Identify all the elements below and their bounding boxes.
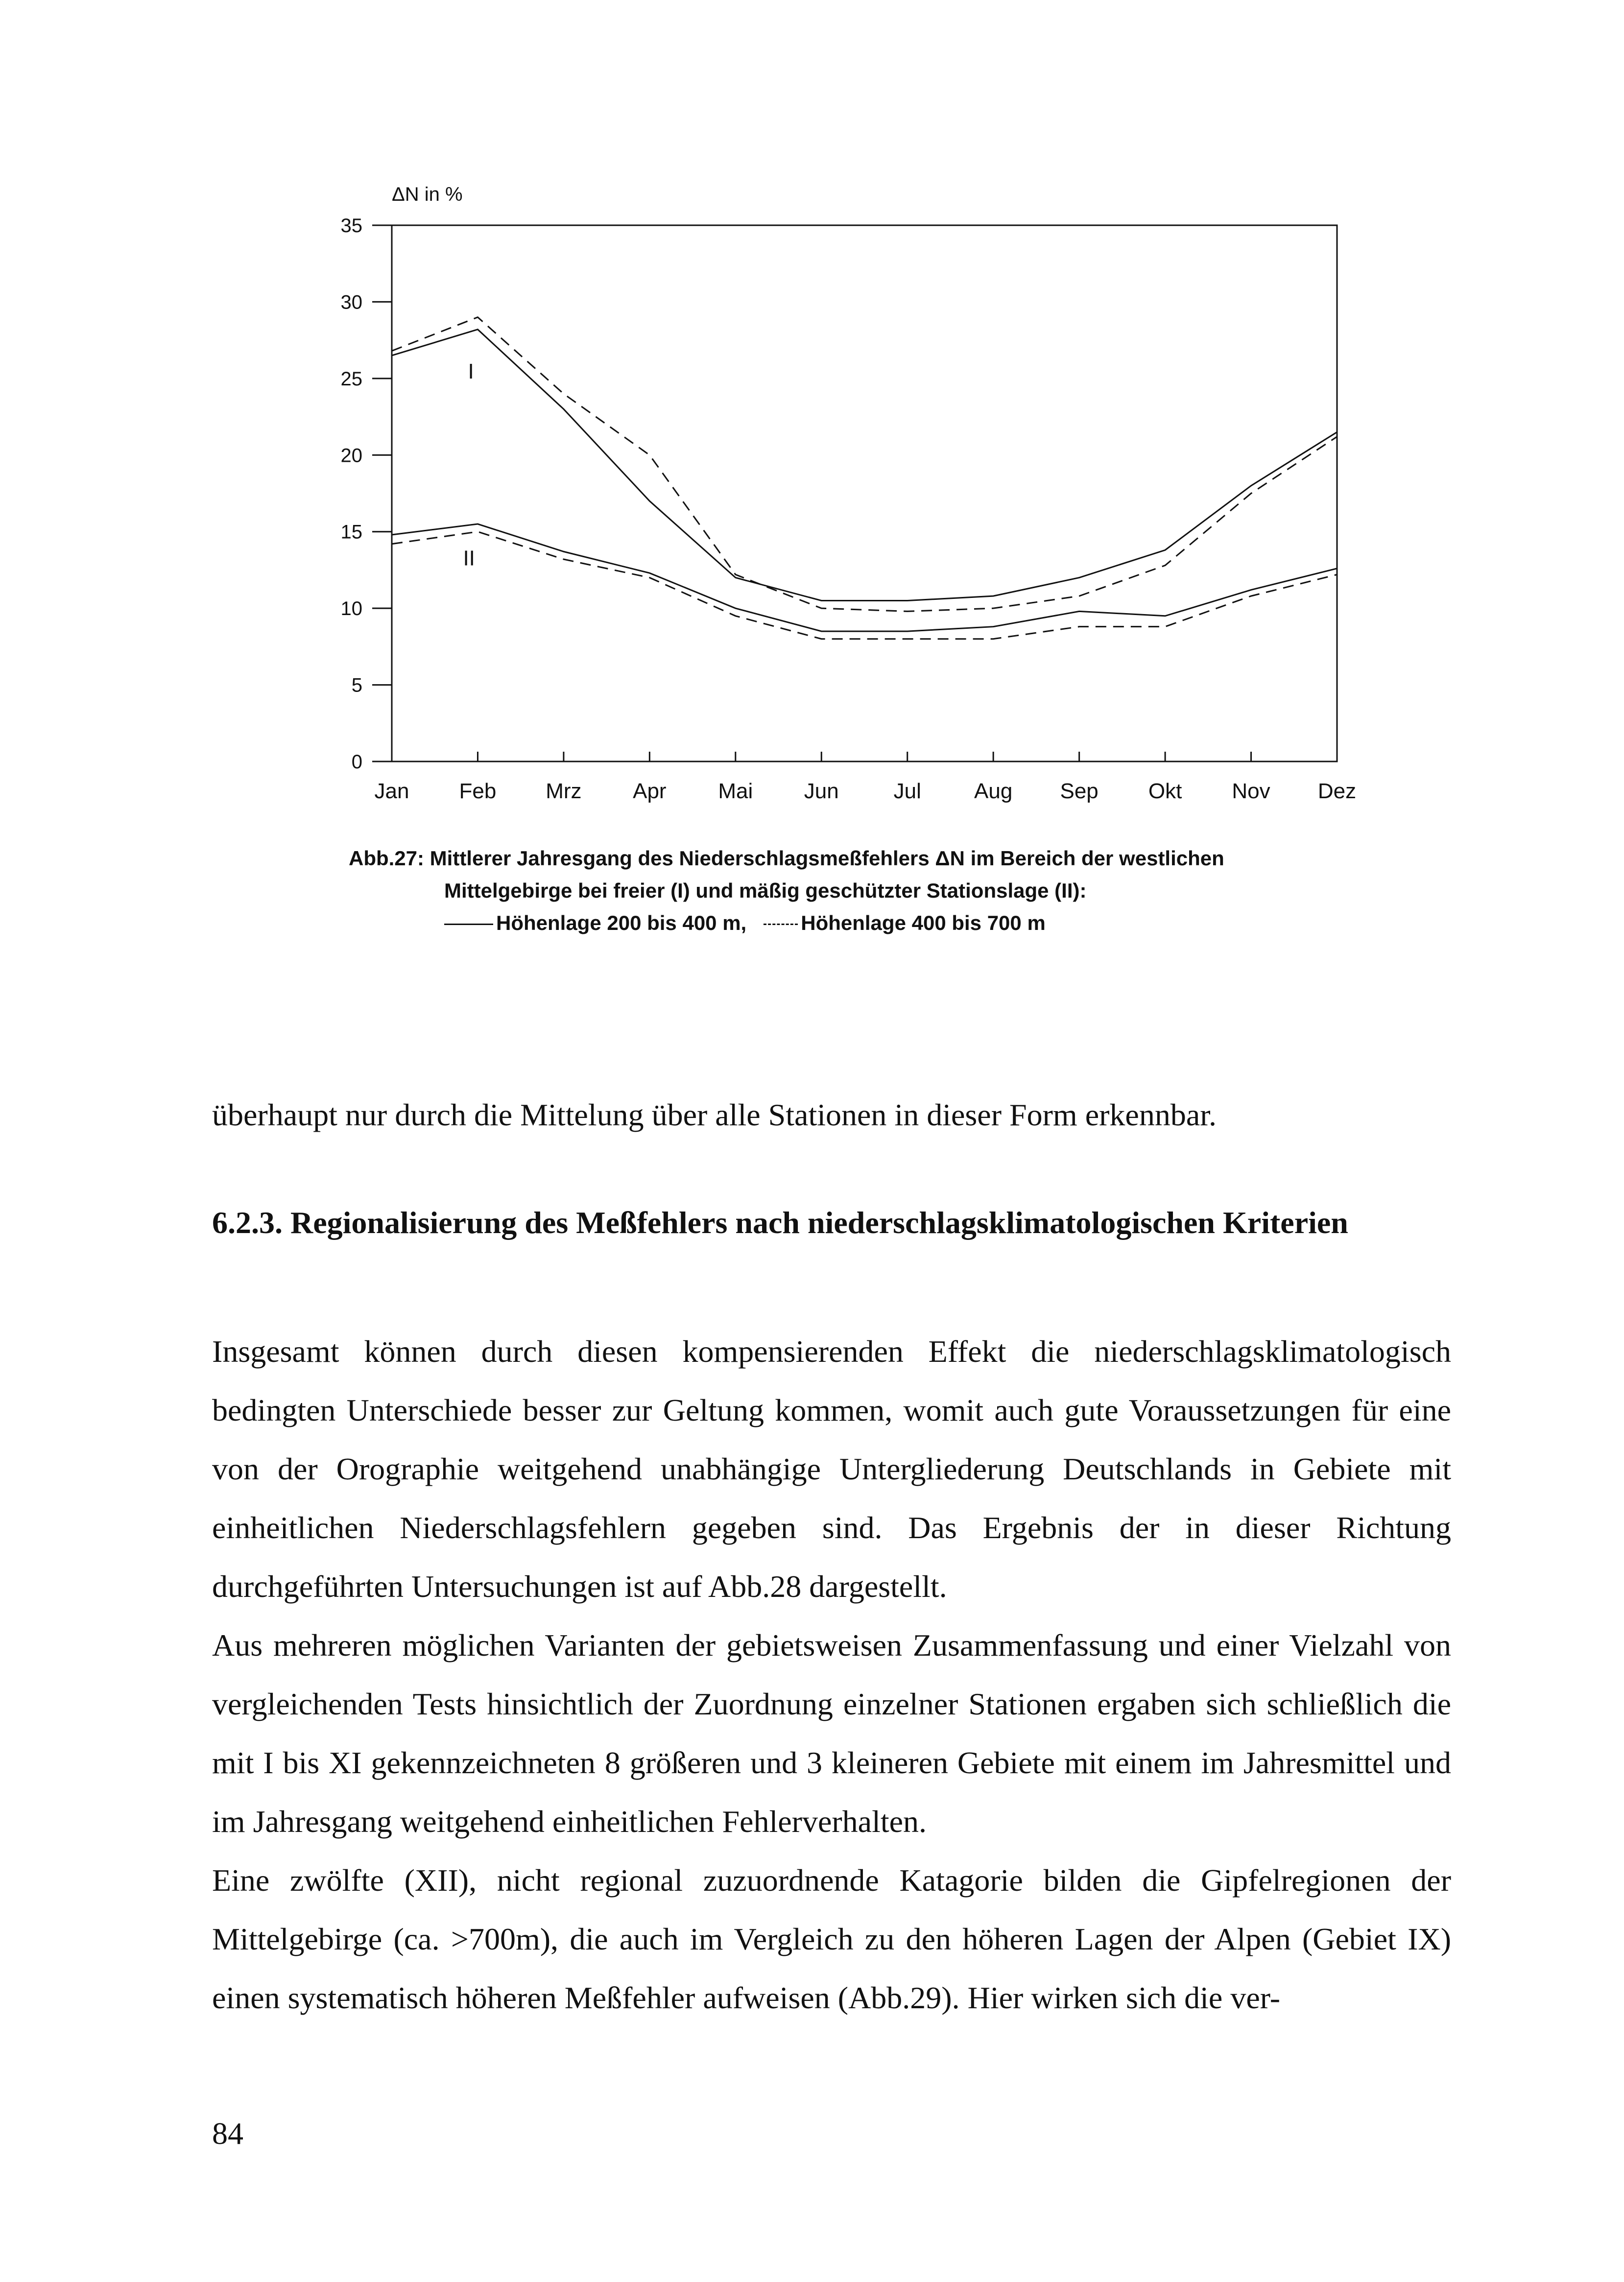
legend-dashed-line <box>764 924 798 925</box>
legend-solid-line <box>444 924 493 925</box>
body-paragraph-1: Insgesamt können durch diesen kompensierenden Effekt die niederschlagsklimatologisch bedingten Unterschiede besser zur Geltung kommen, womit auch gute Voraussetzungen für eine von der Orographie weitgehend unabhängige Untergliederung Deutschlands in Gebiete mit einheitlichen Niederschlagsfehlern gegeben sind. Das Ergebnis der in dieser Richtung durchgeführten Untersuchungen ist auf Abb.28 dargestellt. <box>212 1334 1451 1604</box>
x-tick-label: Jun <box>804 779 839 803</box>
x-tick-label: Apr <box>633 779 667 803</box>
x-tick-label: Okt <box>1148 779 1182 803</box>
curve-label-I: I <box>468 359 474 383</box>
page-number: 84 <box>212 2116 243 2151</box>
x-tick-label: Mai <box>718 779 753 803</box>
y-tick-label: 30 <box>340 291 362 313</box>
curve-label-II: II <box>463 546 475 570</box>
x-tick-label: Feb <box>459 779 497 803</box>
y-tick-label: 25 <box>340 368 362 390</box>
x-tick-label: Mrz <box>546 779 582 803</box>
precipitation-error-chart <box>294 162 1401 820</box>
body-text <box>212 1322 1451 2027</box>
paragraph-continuation: überhaupt nur durch die Mittelung über alle Stationen in dieser Form erkennbar. <box>212 1097 1217 1132</box>
plot-frame <box>392 225 1337 761</box>
x-tick-label: Aug <box>974 779 1013 803</box>
x-tick-label: Sep <box>1060 779 1099 803</box>
series-line-I-dashed <box>392 317 1337 612</box>
y-tick-label: 5 <box>351 674 362 696</box>
y-axis-label: ΔN in % <box>392 184 463 205</box>
y-tick-label: 10 <box>340 598 362 620</box>
legend-solid-label: Höhenlage 200 bis 400 m, <box>496 911 747 934</box>
y-tick-label: 35 <box>340 215 362 237</box>
chart-svg <box>294 162 1401 818</box>
series-line-II-dashed <box>392 532 1337 639</box>
x-tick-label: Nov <box>1232 779 1270 803</box>
body-paragraph-2: Aus mehreren möglichen Varianten der gebietsweisen Zusammenfassung und einer Vielzahl von vergleichenden Tests hinsichtlich der Zuordnung einzelner Stationen ergaben sich schließlich die mit I bis XI gekennzeichneten 8 größeren und 3 kleineren Gebiete mit einem im Jahresmittel und im Jahresgang weitgehend einheitlichen Fehlerverhalten. <box>212 1628 1451 1839</box>
figure-caption <box>349 842 1328 939</box>
legend-dashed-label: Höhenlage 400 bis 700 m <box>801 911 1046 934</box>
x-tick-label: Dez <box>1317 779 1357 803</box>
y-tick-label: 15 <box>340 521 362 543</box>
y-tick-label: 20 <box>340 445 362 467</box>
x-tick-label: Jul <box>893 779 921 803</box>
section-heading: 6.2.3. Regionalisierung des Meßfehlers nach niederschlagsklimatologischen Kriterien <box>212 1205 1348 1240</box>
x-tick-label: Jan <box>374 779 409 803</box>
caption-line-1: Abb.27: Mittlerer Jahresgang des Niederschlagsmeßfehlers ΔN im Bereich der westlichen <box>349 847 1224 870</box>
caption-line-2: Mittelgebirge bei freier (I) und mäßig geschützter Stationslage (II): <box>444 879 1087 902</box>
y-tick-label: 0 <box>351 751 362 773</box>
series-line-I-solid <box>392 330 1337 601</box>
body-paragraph-3: Eine zwölfte (XII), nicht regional zuzuordnende Katagorie bilden die Gipfelregionen der Mittelgebirge (ca. >700m), die auch im Vergleich zu den höheren Lagen der Alpen (Gebiet IX) einen systematisch höheren Meßfehler aufweisen (Abb.29). Hier wirken sich die ver- <box>212 1863 1451 2015</box>
